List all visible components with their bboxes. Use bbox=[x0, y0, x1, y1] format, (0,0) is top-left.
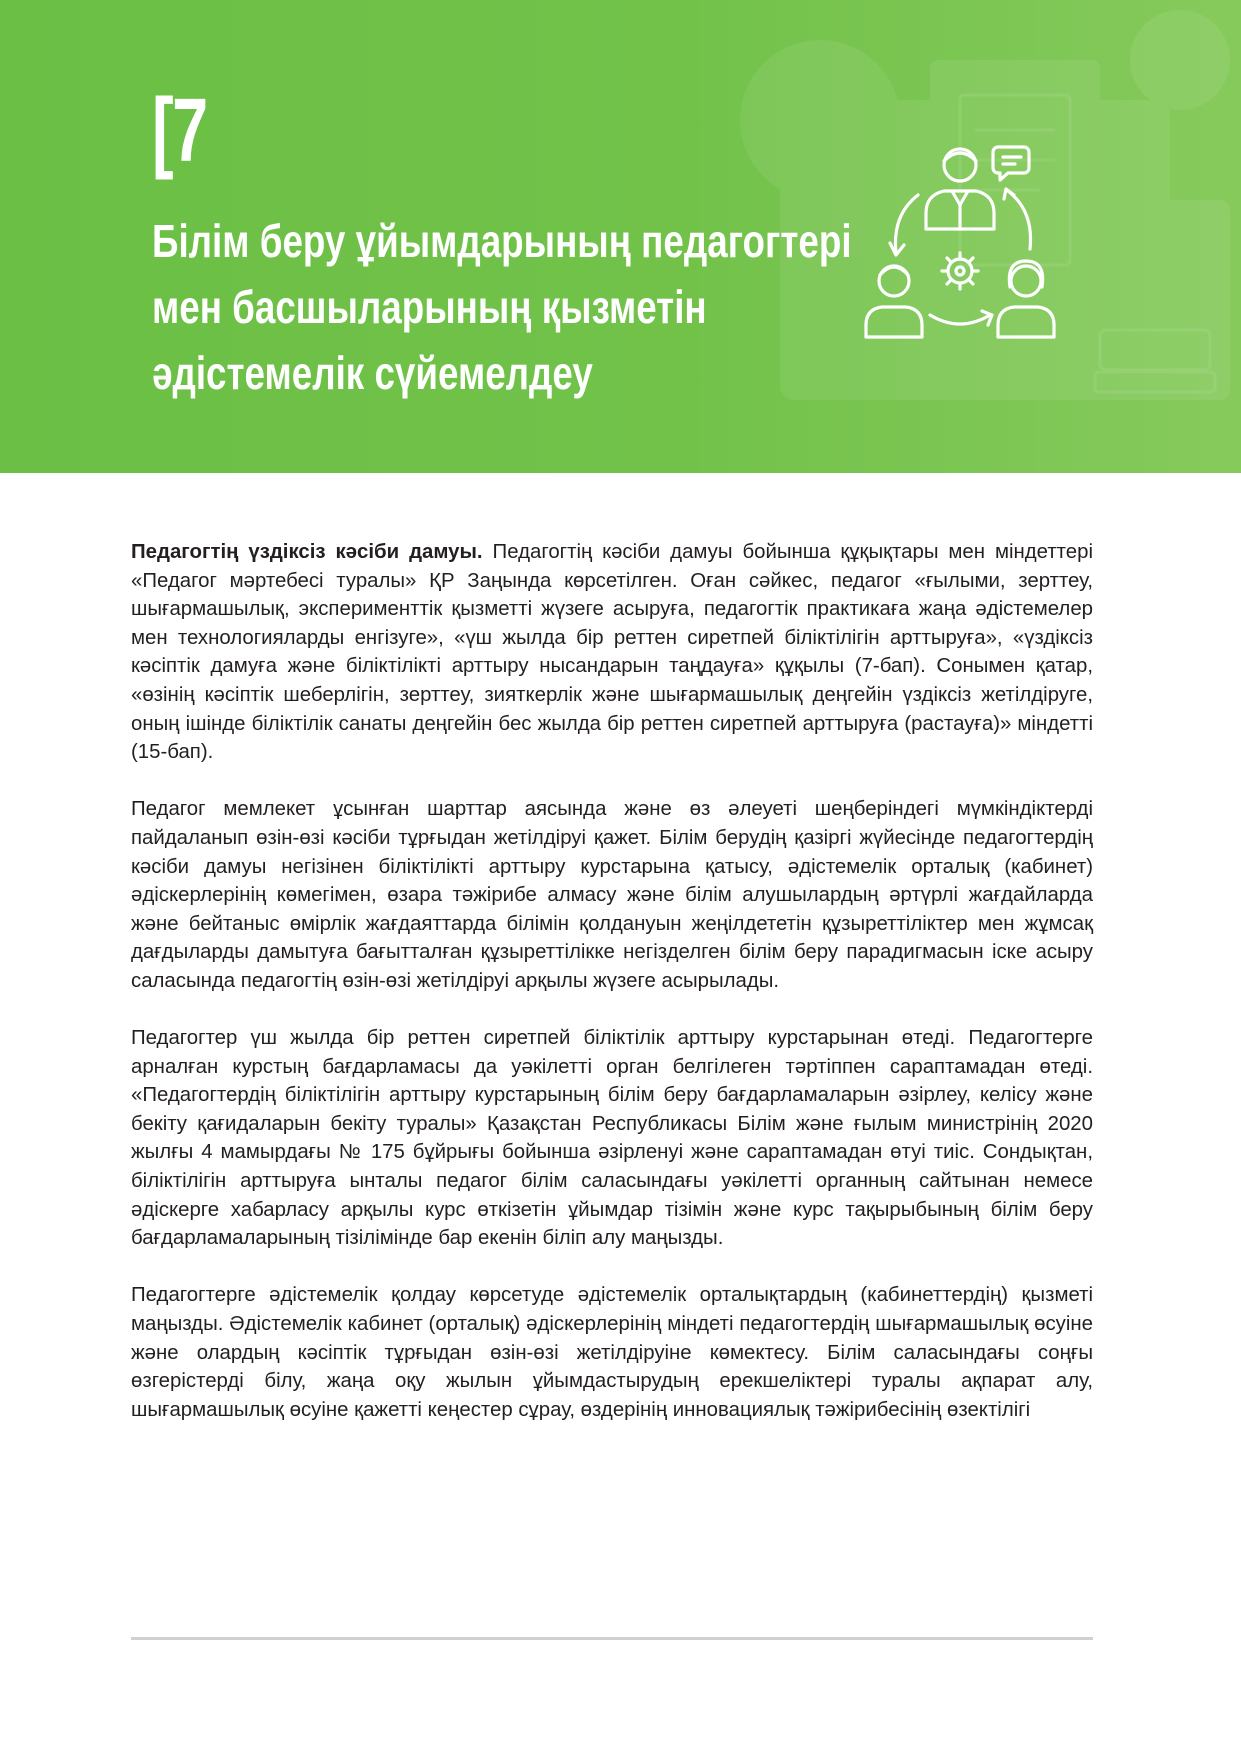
chapter-header bbox=[0, 0, 1241, 473]
paragraph-methodological-centers: Педагогтерге әдістемелік қолдау көрсетуде әдістемелік орталықтардың (кабинеттердің) қызметі маңызды. Әдістемелік кабинет (орталық) әдіскерлерінің міндеті педагогтердің шығармашылық өсуіне және олардың кәсіптік тұрғыдан өзін-өзі жетілдіруіне көмектесу. Білім саласындағы соңғы өзгерістерді білу, жаңа оқу жылын ұйымдастырудың ерекшеліктері туралы ақпарат алу, шығармашылық өсуіне қажетті кеңестер сұрау, өздерінің инновациялық тәжірибесінің өзектілігі bbox=[131, 1284, 1093, 1421]
chapter-title-line-3: әдістемелік сүйемелдеу bbox=[152, 347, 593, 399]
chapter-title-line-1: Білім беру ұйымдарының педагогтері bbox=[152, 215, 852, 267]
chapter-title bbox=[152, 208, 872, 406]
paragraph-qualification-courses: Педагогтер үш жылда бір реттен сиретпей біліктілік арттыру курстарынан өтеді. Педагогтерге арналған курстың бағдарламасы да уәкілетті орган белгілеген тәртіппен сараптамадан өтеді. «Педагогтердің біліктілігін арттыру курстарының білім беру бағдарламаларын әзірлеу, келісу және бекіту қағидаларын бекіту туралы» Қазақстан Республикасы Білім және ғылым министрінің 2020 жылғы 4 мамырдағы № 175 бұйрығы бойынша әзірленуі және сараптамадан өтуі тиіс. Сондықтан, біліктілігін арттыруға ынталы педагог білім саласындағы уәкілетті органның сайтынан немесе әдіскерге хабарласу арқылы курс өткізетін ұйымдар тізімін және курс тақырыбының білім беру бағдарламаларының тізілімінде бар екенін біліп алу маңызды. bbox=[131, 1027, 1093, 1250]
teacher-students-collaboration-icon bbox=[860, 135, 1060, 340]
footer-divider bbox=[131, 1637, 1093, 1640]
paragraph-lead: Педагогтің үздіксіз кәсіби дамуы. bbox=[131, 541, 483, 563]
paragraph-professional-development bbox=[131, 538, 1093, 767]
chapter-number: [7 bbox=[152, 81, 207, 181]
paragraph-self-improvement: Педагог мемлекет ұсынған шарттар аясында және өз әлеуеті шеңберіндегі мүмкіндіктерді пайдаланып өзін-өзі кәсіби тұрғыдан жетілдіруі қажет. Білім берудің қазіргі жүйесінде педагогтердің кәсіби дамуы негізінен біліктілікті арттыру курстарына қатысу, әдістемелік орталық (кабинет) әдіскерлерінің көмегімен, өзара тәжірибе алмасу және білім алушылардың әртүрлі жағдайларда және бейтаныс өмірлік жағдаяттарда білімін қолдануын жеңілдететін құзыреттіліктер мен жұмсақ дағдыларды дамытуға бағытталған құзыреттілікке негізделген білім беру парадигмасын іске асыру саласында педагогтің өзін-өзі жетілдіруі арқылы жүзеге асырылады. bbox=[131, 798, 1093, 992]
paragraph-text: Педагогтің кәсіби дамуы бойынша құқықтары мен міндеттері «Педагог мәртебесі туралы» ҚР Заңында көрсетілген. Оған сәйкес, педагог «ғылыми, зерттеу, шығармашылық, эксперименттік қызметті жүзеге асыруға, педагогтік практикаға жаңа әдістемелер мен технологияларды енгізуге», «үш жылда бір реттен сиретпей біліктілігін арттыруға», «үздіксіз кәсіптік дамуға және біліктілікті арттыру нысандарын таңдауға» құқылы (7-бап). Сонымен қатар, «өзінің кәсіптік шеберлігін, зерттеу, зияткерлік және шығармашылық деңгейін үздіксіз жетілдіруге, оның ішінде біліктілік санаты деңгейін бес жылда бір реттен сиретпей арттыруға (растауға)» міндетті (15-бап). bbox=[131, 541, 1093, 764]
body-text bbox=[131, 538, 1093, 1453]
chapter-title-line-2: мен басшыларының қызметін bbox=[152, 281, 707, 333]
